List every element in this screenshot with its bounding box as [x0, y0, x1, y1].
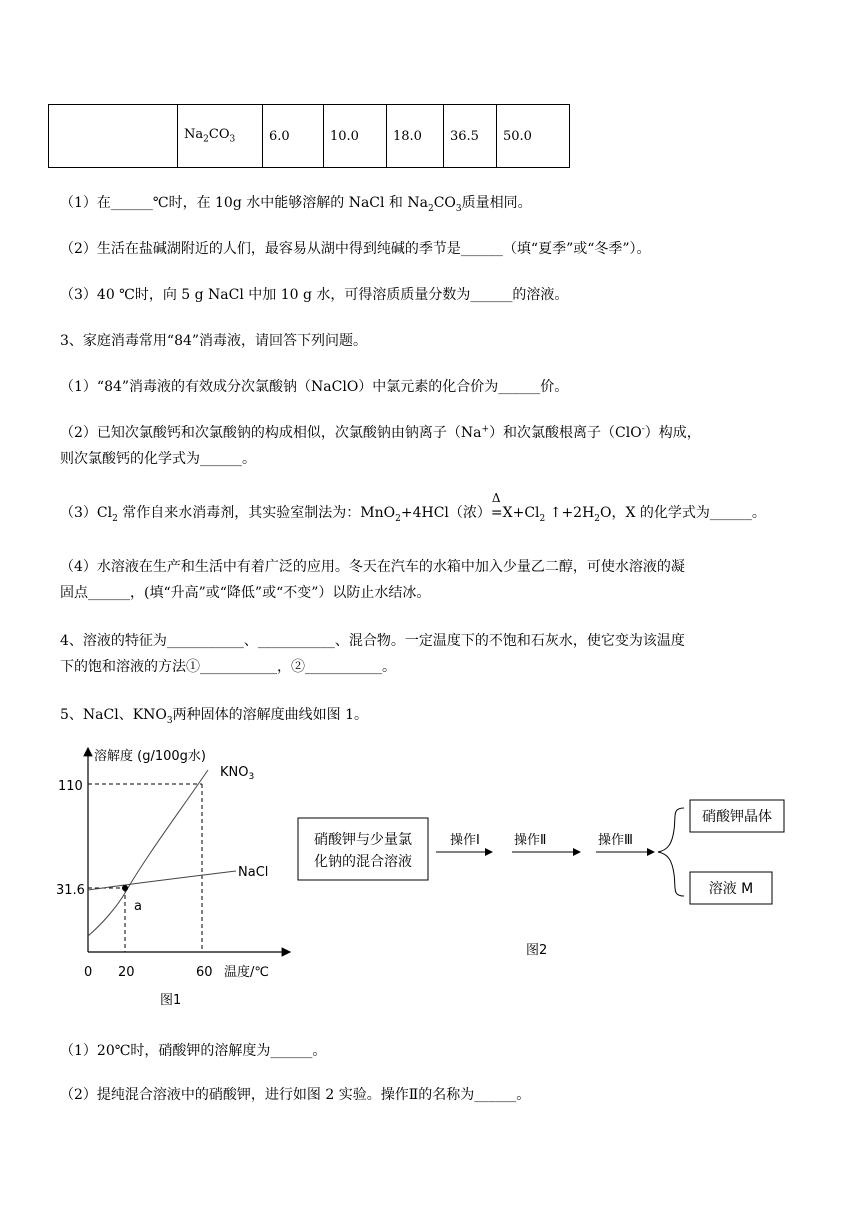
- op3-label: 操作Ⅲ: [598, 833, 633, 848]
- q3-part2-line2: 则次氯酸钙的化学式为______。: [60, 451, 256, 467]
- q5-title: 5、NaCl、$KNO_3$两种固体的溶解度曲线如图 1。: [60, 707, 368, 726]
- figure2-caption: 图2: [526, 943, 548, 958]
- op1-label: 操作Ⅰ: [450, 833, 480, 848]
- y-axis-label: 溶解度 (g/100g水): [94, 749, 206, 764]
- x-axis-label: 温度/℃: [224, 965, 269, 980]
- q2-part2: （2）生活在盐碱湖附近的人们，最容易从湖中得到纯碱的季节是______（填“夏季”或“冬季”）。: [60, 241, 651, 257]
- crystal-label: 硝酸钾晶体: [702, 809, 772, 825]
- split-brace: [658, 808, 684, 896]
- q5-part1: （1）20℃时，硝酸钾的溶解度为______。: [60, 1043, 327, 1059]
- q5-part2: （2）提纯混合溶液中的硝酸钾，进行如图 2 实验。操作Ⅱ的名称为______。: [60, 1087, 531, 1103]
- table-cell: 10.0: [324, 105, 387, 168]
- y-tick-110: 110: [58, 779, 83, 794]
- x-tick-20: 20: [118, 965, 135, 980]
- q3-title: 3、家庭消毒常用“84”消毒液，请回答下列问题。: [60, 333, 368, 349]
- q2-part3: （3）40 ℃时，向 5 g NaCl 中加 10 g 水，可得溶质质量分数为______的溶液。: [60, 287, 569, 303]
- solution-m-label: 溶液 M: [708, 881, 754, 897]
- figure1-caption: 图1: [160, 993, 182, 1008]
- figure2-process-flow: [290, 790, 810, 970]
- q2-part1: （1）在______℃时，在 10g 水中能够溶解的 NaCl 和 $Na_2CO_3$质量相同。: [60, 195, 532, 214]
- q3-part1: （1）“84”消毒液的有效成分次氯酸钠（NaClO）中氯元素的化合价为______价。: [60, 379, 569, 395]
- q3-part2-line1: （2）已知次氯酸钙和次氯酸钠的构成相似，次氯酸钠由钠离子（Na+）和次氯酸根离子（ClO-）构成，: [60, 424, 701, 441]
- op2-label: 操作Ⅱ: [514, 833, 547, 848]
- table-row: [49, 105, 570, 168]
- x-tick-0: 0: [84, 965, 93, 980]
- solubility-table: [48, 104, 570, 168]
- table-cell-na2co3: $Na_2CO_3$: [178, 105, 263, 168]
- nacl-label: NaCl: [238, 865, 269, 880]
- q3-part3: $(3)Cl_2$ 常作自来水消毒剂，其实验室制法为：MnO$_2$+4HCl（浓） Δ $=X+Cl_2$ $↑+2H_2O$，X 的化学式为______。: [60, 491, 766, 524]
- point-label: a: [134, 899, 142, 914]
- x-tick-60: 60: [196, 965, 213, 980]
- y-tick-31.6: 31.6: [56, 883, 85, 898]
- table-cell: [49, 105, 178, 168]
- kno3-curve: [88, 770, 208, 936]
- q4-line1: 4、溶液的特征为___________、___________、混合物。一定温度下的不饱和石灰水，使它变为该温度: [60, 633, 685, 649]
- q3-part4-line2: 固点______，(填“升高”或“降低”或“不变”）以防止水结冰。: [60, 585, 431, 601]
- kno3-label: $KNO_3$: [220, 765, 255, 782]
- table-cell: 18.0: [387, 105, 444, 168]
- mixture-box: [298, 818, 428, 880]
- q3-part4-line1: （4）水溶液在生产和生活中有着广泛的应用。冬天在汽车的水箱中加入少量乙二醇，可使水溶液的凝: [60, 559, 685, 575]
- figure1-solubility-curves: [50, 738, 310, 1018]
- table-cell: 36.5: [444, 105, 497, 168]
- q4-line2: 下的饱和溶液的方法①___________，②___________。: [60, 659, 396, 675]
- table-cell: 50.0: [497, 105, 570, 168]
- mixture-label-line1: 硝酸钾与少量氯: [314, 832, 412, 848]
- heat-delta-symbol: Δ: [491, 491, 501, 505]
- table-cell: 6.0: [263, 105, 324, 168]
- intersection-point-a: [122, 885, 128, 891]
- nacl-curve: [88, 871, 236, 890]
- mixture-label-line2: 化钠的混合溶液: [314, 854, 412, 870]
